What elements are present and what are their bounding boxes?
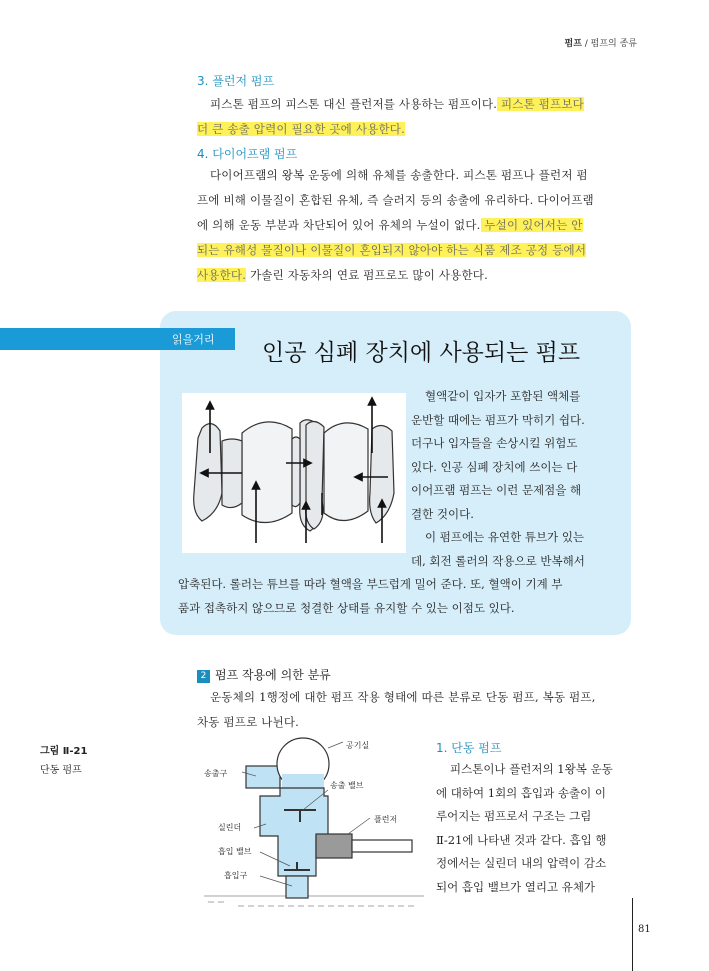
label-outlet: 송출구: [204, 769, 228, 778]
header-section: / 펌프의 종류: [581, 39, 637, 49]
reading-line: 데, 회전 롤러의 작용으로 반복해서: [411, 553, 585, 568]
reading-line: 있다. 인공 심폐 장치에 쓰이는 다: [411, 459, 578, 474]
reading-line: 결한 것이다.: [411, 506, 474, 521]
section-4-line-4: [197, 238, 586, 263]
section-3-highlight-a: 피스톤 펌프보다: [497, 97, 584, 111]
page-divider: [632, 898, 633, 971]
reading-line: 압축된다. 롤러는 튜브를 따라 혈액을 부드럽게 밀어 준다. 또, 혈액이 기계 부: [178, 577, 563, 591]
left-pump-unit: [194, 420, 320, 531]
reading-line: 품과 접촉하지 않으므로 청결한 상태를 유지할 수 있는 이점도 있다.: [178, 600, 515, 615]
subsection-line: 에 대하여 1회의 흡입과 송출이 이: [436, 785, 607, 800]
reading-line: 운반할 때에는 펌프가 막히기 쉽다.: [411, 412, 585, 427]
section-2-line-1: 운동체의 1행정에 대한 펌프 작용 형태에 따른 분류로 단동 펌프, 복동 펌프,: [210, 690, 596, 704]
section-4-line-5: [197, 263, 488, 288]
label-cylinder: 실린더: [218, 823, 242, 832]
subsection-1-title: 1. 단동 펌프: [436, 741, 502, 755]
section-4-line-2: 프에 비해 이물질이 혼합된 유체, 즉 슬러지 등의 송출에 유리하다. 다이어프램: [197, 193, 594, 207]
section-4-text: 에 의해 운동 부분과 차단되어 있어 유체의 누설이 없다.: [197, 218, 481, 232]
section-2-badge: 2: [197, 670, 210, 683]
label-inlet-valve: 흡입 밸브: [218, 847, 252, 856]
label-outlet-valve: 송출 밸브: [330, 781, 364, 790]
section-2-heading: [197, 666, 331, 683]
section-3-line-1: [210, 92, 584, 117]
reading-title: 인공 심폐 장치에 사용되는 펌프: [262, 340, 581, 366]
section-4-line-3: [197, 213, 583, 238]
section-4-highlight-b: 되는 유해성 물질이나 이물질이 혼입되지 않아야 하는 식품 제조 공정 등에서: [197, 243, 587, 257]
section-4-line-1: 다이어프램의 왕복 운동에 의해 유체를 송출한다. 피스톤 펌프나 플런저 펌: [210, 168, 588, 182]
section-4-title: 4. 다이어프램 펌프: [197, 147, 298, 161]
right-pump-unit: [306, 421, 394, 529]
section-2-title: 펌프 작용에 의한 분류: [215, 668, 331, 682]
subsection-line: 정에서는 실린더 내의 압력이 감소: [436, 856, 607, 870]
reading-line: 혈액같이 입자가 포함된 액체를: [425, 389, 581, 403]
reading-text-bottom: [178, 573, 562, 620]
reading-line: 이 펌프에는 유연한 튜브가 있는: [425, 530, 585, 544]
reading-tag-label: 읽을거리: [172, 333, 215, 346]
section-3-title: 3. 플런저 펌프: [197, 74, 275, 88]
page-number: 81: [638, 924, 651, 935]
section-4-highlight-c: 사용한다.: [197, 268, 247, 282]
section-3-highlight-b: 더 큰 송출 압력이 필요한 곳에 사용한다.: [197, 122, 405, 136]
section-3-text: 피스톤 펌프의 피스톤 대신 플런저를 사용하는 펌프이다.: [210, 97, 498, 111]
reading-line: 이어프램 펌프는 이런 문제점을 해: [411, 483, 582, 497]
section-3-line-2: [197, 117, 405, 142]
water-surface: [204, 896, 424, 906]
running-header: [565, 36, 637, 49]
single-acting-pump-diagram: [198, 736, 424, 912]
reading-tag: [0, 328, 235, 350]
diaphragm-pump-illustration: [182, 393, 406, 553]
subsection-line: Ⅱ-21에 나타낸 것과 같다. 흡입 행: [436, 832, 607, 847]
label-inlet: 흡입구: [224, 871, 248, 880]
section-4-highlight-a: 누설이 있어서는 안: [480, 218, 583, 232]
reading-line: 더구나 입자들을 손상시킬 위험도: [411, 436, 578, 450]
label-plunger: 플런저: [374, 815, 398, 824]
section-4-text-end: 가솔린 자동차의 연료 펌프로도 많이 사용한다.: [246, 268, 488, 282]
figure-caption: 단동 펌프: [40, 765, 82, 776]
header-chapter: 펌프: [564, 39, 582, 49]
subsection-line: 되어 흡입 밸브가 열리고 유체가: [436, 879, 596, 894]
subsection-line: 피스톤이나 플런저의 1왕복 운동: [450, 762, 613, 776]
reading-text-right: [411, 385, 611, 573]
subsection-1-text: [436, 758, 632, 899]
figure-label: [40, 742, 87, 776]
label-air-chamber: 공기실: [346, 741, 370, 750]
section-2-line-2: 차동 펌프로 나뉜다.: [197, 715, 300, 729]
figure-number: 그림 Ⅱ-21: [40, 746, 88, 757]
subsection-line: 루어지는 펌프로서 구조는 그림: [436, 809, 592, 823]
